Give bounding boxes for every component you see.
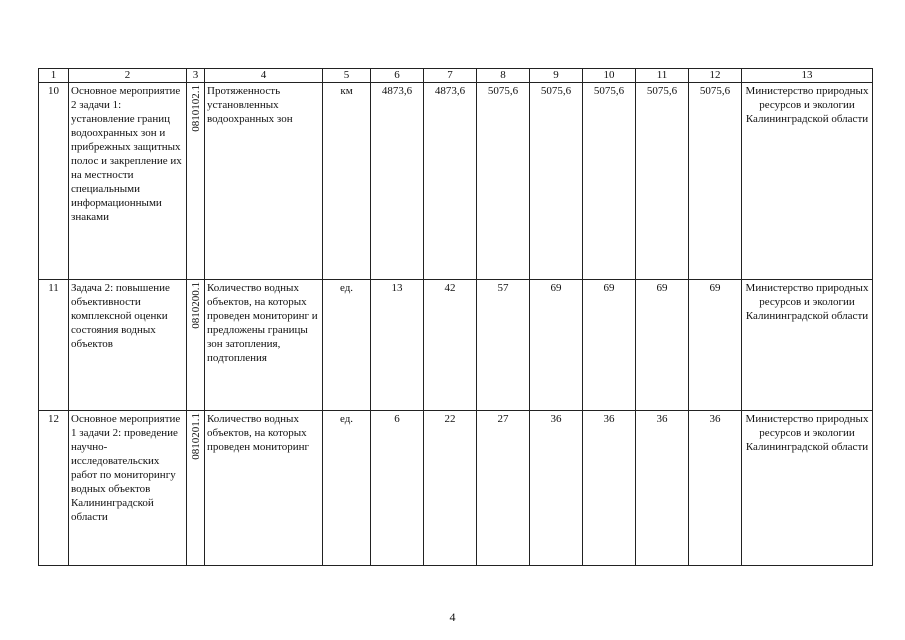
row-value: 5075,6 [477,83,530,280]
row-value: 36 [689,411,742,566]
column-header: 8 [477,69,530,83]
row-value: 42 [424,280,477,411]
row-value: 22 [424,411,477,566]
column-header: 6 [371,69,424,83]
page-number: 4 [449,610,456,624]
row-value: 4873,6 [371,83,424,280]
row-number: 12 [39,411,69,566]
column-header: 13 [742,69,873,83]
indicators-table [38,68,873,566]
row-indicator: Количество водных объектов, на которых проведен мониторинг [205,411,323,566]
column-header: 4 [205,69,323,83]
row-value: 69 [636,280,689,411]
row-unit: ед. [323,411,371,566]
column-header: 2 [69,69,187,83]
row-indicator: Количество водных объектов, на которых проведен мониторинг и предложены границы зон затопления, подтопления [205,280,323,411]
column-header: 11 [636,69,689,83]
row-value: 5075,6 [583,83,636,280]
row-value: 5075,6 [636,83,689,280]
row-value: 57 [477,280,530,411]
column-header: 7 [424,69,477,83]
row-code: 0810200.1 [189,282,202,329]
row-value: 69 [530,280,583,411]
column-header: 10 [583,69,636,83]
row-organization: Министерство природных ресурсов и экологии Калининградской области [742,83,873,280]
row-unit: ед. [323,280,371,411]
row-value: 36 [636,411,689,566]
column-header: 3 [187,69,205,83]
row-value: 5075,6 [530,83,583,280]
row-organization: Министерство природных ресурсов и экологии Калининградской области [742,411,873,566]
column-header: 1 [39,69,69,83]
row-code-cell [187,411,205,566]
row-number: 10 [39,83,69,280]
row-number: 11 [39,280,69,411]
row-value: 36 [530,411,583,566]
row-code: 0810102.1 [189,85,202,132]
table-row [39,411,873,566]
column-header: 5 [323,69,371,83]
table-header-row [39,69,873,83]
row-value: 4873,6 [424,83,477,280]
row-code-cell [187,280,205,411]
row-value: 69 [689,280,742,411]
row-title: Основное мероприятие 2 задачи 1: установление границ водоохранных зон и прибрежных защитных полос и закрепление их на местности специальными информационными знаками [69,83,187,280]
row-organization: Министерство природных ресурсов и экологии Калининградской области [742,280,873,411]
row-value: 5075,6 [689,83,742,280]
row-value: 13 [371,280,424,411]
row-code: 0810201.1 [189,413,202,460]
column-header: 9 [530,69,583,83]
row-title: Задача 2: повышение объективности комплексной оценки состояния водных объектов [69,280,187,411]
row-title: Основное мероприятие 1 задачи 2: проведение научно-исследовательских работ по мониторингу водных объектов Калининградской области [69,411,187,566]
row-value: 69 [583,280,636,411]
column-header: 12 [689,69,742,83]
table-row [39,280,873,411]
row-value: 6 [371,411,424,566]
row-code-cell [187,83,205,280]
table-row [39,83,873,280]
row-value: 36 [583,411,636,566]
row-unit: км [323,83,371,280]
row-value: 27 [477,411,530,566]
row-indicator: Протяженность установленных водоохранных зон [205,83,323,280]
